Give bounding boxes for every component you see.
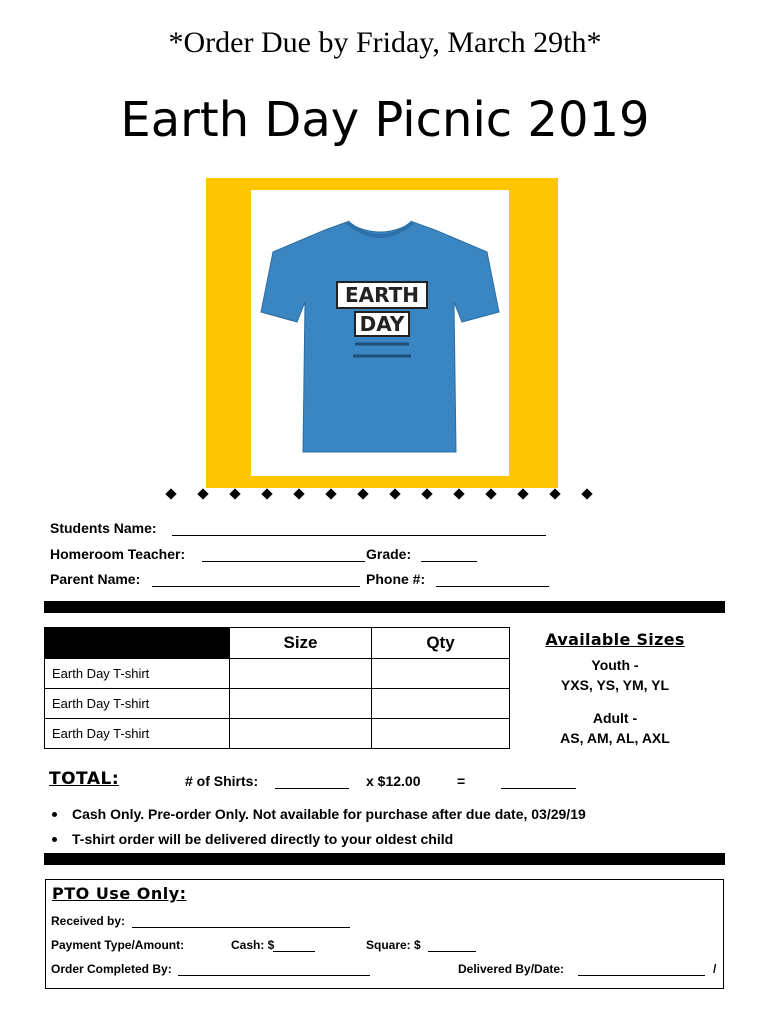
payment-label: Payment Type/Amount: xyxy=(51,938,185,952)
diamond-icon xyxy=(421,488,432,499)
row-label: Earth Day T-shirt xyxy=(45,719,230,749)
diamond-icon xyxy=(517,488,528,499)
total-amount-field[interactable] xyxy=(501,788,576,789)
page-title: Earth Day Picnic 2019 xyxy=(120,92,650,148)
teacher-field[interactable] xyxy=(202,561,365,562)
table-header-size: Size xyxy=(230,628,372,659)
tshirt-icon xyxy=(251,190,509,476)
tshirt-image xyxy=(251,190,509,476)
diamond-icon xyxy=(197,488,208,499)
cash-field[interactable] xyxy=(273,951,315,952)
diamond-icon xyxy=(485,488,496,499)
square-field[interactable] xyxy=(428,951,476,952)
delivered-by-field[interactable] xyxy=(578,975,705,976)
table-row xyxy=(45,719,510,749)
order-table xyxy=(44,627,510,749)
completed-by-label: Order Completed By: xyxy=(51,962,172,976)
diamond-icon xyxy=(261,488,272,499)
received-by-label: Received by: xyxy=(51,914,126,928)
qty-cell[interactable] xyxy=(372,659,510,689)
cash-label: Cash: $ xyxy=(231,938,275,952)
note-text: T-shirt order will be delivered directly to your oldest child xyxy=(72,831,454,847)
teacher-label: Homeroom Teacher: xyxy=(50,546,186,562)
diamond-icon xyxy=(229,488,240,499)
qty-cell[interactable] xyxy=(372,689,510,719)
due-notice: *Order Due by Friday, March 29th* xyxy=(168,26,602,59)
pto-title: PTO Use Only: xyxy=(52,884,187,903)
size-cell[interactable] xyxy=(230,659,372,689)
parent-name-label: Parent Name: xyxy=(50,571,141,587)
qty-cell[interactable] xyxy=(372,719,510,749)
adult-sizes: AS, AM, AL, AXL xyxy=(560,730,670,746)
diamond-divider xyxy=(160,490,610,504)
received-by-field[interactable] xyxy=(132,927,350,928)
note-text: Cash Only. Pre-order Only. Not available for purchase after due date, 03/29/19 xyxy=(72,806,586,822)
phone-label: Phone #: xyxy=(366,571,426,587)
completed-by-field[interactable] xyxy=(178,975,370,976)
table-row xyxy=(45,659,510,689)
diamond-icon xyxy=(165,488,176,499)
list-item xyxy=(50,828,586,853)
row-label: Earth Day T-shirt xyxy=(45,659,230,689)
youth-sizes: YXS, YS, YM, YL xyxy=(560,677,670,693)
section-divider xyxy=(44,601,725,613)
shirt-text-day: DAY xyxy=(359,312,405,336)
diamond-icon xyxy=(293,488,304,499)
diamond-icon xyxy=(453,488,464,499)
row-label: Earth Day T-shirt xyxy=(45,689,230,719)
table-header-blank xyxy=(45,628,230,659)
date-slash: / xyxy=(713,962,717,976)
shirt-text-earth: EARTH xyxy=(344,283,420,307)
notes-list xyxy=(50,803,586,853)
diamond-icon xyxy=(357,488,368,499)
list-item xyxy=(50,803,586,828)
section-divider xyxy=(44,853,725,865)
youth-label: Youth - xyxy=(591,657,639,673)
diamond-icon xyxy=(549,488,560,499)
square-label: Square: $ xyxy=(366,938,421,952)
student-name-label: Students Name: xyxy=(50,520,157,536)
diamond-icon xyxy=(325,488,336,499)
parent-name-field[interactable] xyxy=(152,586,360,587)
diamond-icon xyxy=(389,488,400,499)
table-header-qty: Qty xyxy=(372,628,510,659)
shirts-count-field[interactable] xyxy=(275,788,349,789)
equals-sign: = xyxy=(457,773,466,789)
delivered-by-label: Delivered By/Date: xyxy=(458,962,565,976)
grade-field[interactable] xyxy=(421,561,477,562)
size-cell[interactable] xyxy=(230,719,372,749)
adult-label: Adult - xyxy=(592,710,638,726)
bullet-icon xyxy=(52,837,57,842)
available-sizes-title: Available Sizes xyxy=(545,630,685,649)
table-row xyxy=(45,689,510,719)
price-text: x $12.00 xyxy=(366,773,421,789)
bullet-icon xyxy=(52,812,57,817)
shirts-count-label: # of Shirts: xyxy=(185,773,259,789)
total-label: TOTAL: xyxy=(49,769,120,789)
grade-label: Grade: xyxy=(366,546,412,562)
size-cell[interactable] xyxy=(230,689,372,719)
phone-field[interactable] xyxy=(436,586,549,587)
student-name-field[interactable] xyxy=(172,535,546,536)
diamond-icon xyxy=(581,488,592,499)
